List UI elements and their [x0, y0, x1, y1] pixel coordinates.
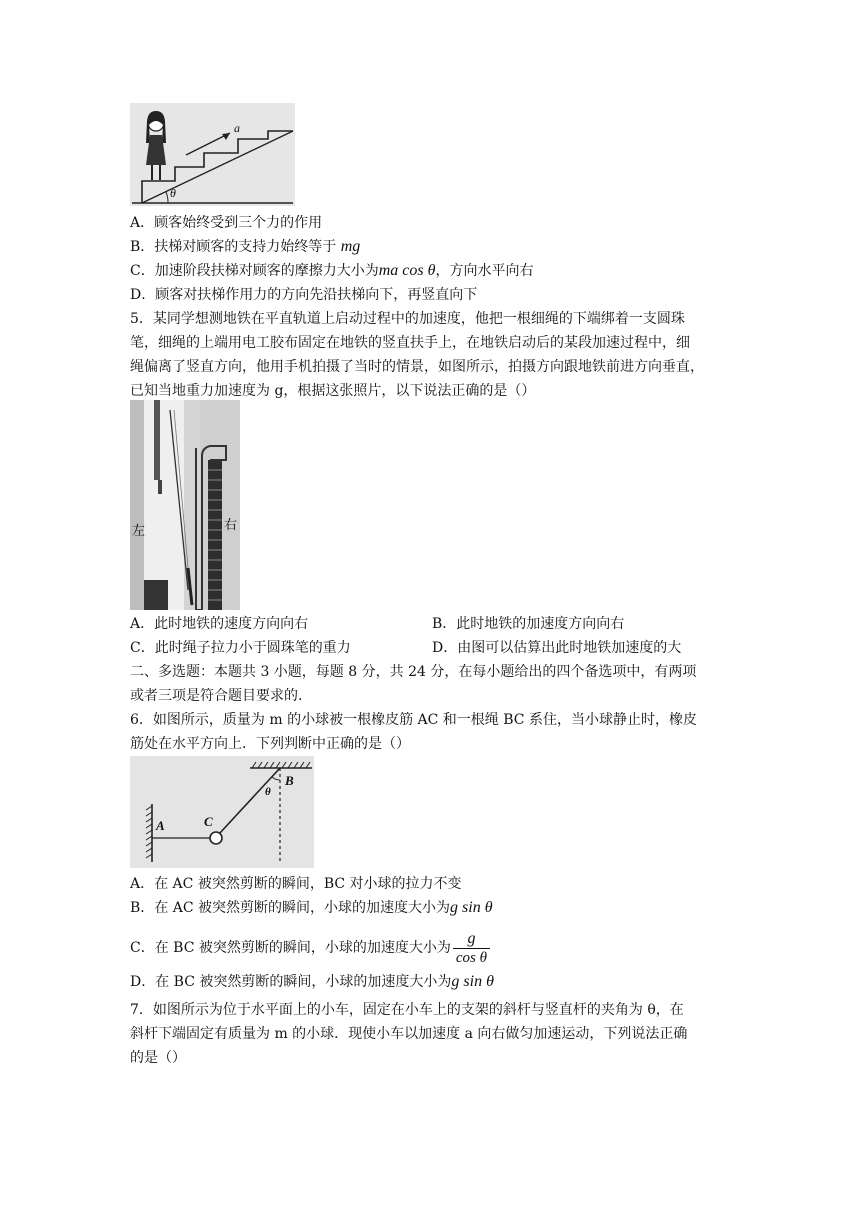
q5-stem-line-3: 绳偏离了竖直方向，他用手机拍摄了当时的情景，如图所示，拍摄方向跟地铁前进方向垂直，: [130, 359, 704, 375]
q4-option-c-text: C．加速阶段扶梯对顾客的摩擦力大小为: [130, 263, 379, 279]
escalator-drawing: [130, 103, 295, 206]
q7-stem-line-1: 7．如图所示为位于水平面上的小车，固定在小车上的支架的斜杆与竖直杆的夹角为 θ，在: [130, 1002, 684, 1018]
point-c-label: C: [204, 814, 213, 829]
q6-option-b-text: B．在 AC 被突然剪断的瞬间，小球的加速度大小为: [130, 900, 451, 916]
q6-option-d: [130, 972, 494, 992]
q4-option-c-formula: ma cos θ: [378, 262, 436, 279]
q4-option-b: [130, 237, 360, 257]
right-label: 右: [224, 518, 238, 533]
point-a-label: A: [156, 818, 165, 833]
ball-string-figure: [130, 756, 314, 868]
q5-stem-line-2: 笔，细绳的上端用电工胶布固定在地铁的竖直扶手上，在地铁启动后的某段加速过程中，细: [130, 335, 690, 351]
theta-label: θ: [265, 786, 271, 798]
subway-photo-drawing: [130, 400, 240, 610]
fraction-denominator: cos θ: [455, 949, 487, 966]
acceleration-label: a: [234, 121, 240, 135]
q5-stem-line-4: 已知当地重力加速度为 g，根据这张照片，以下说法正确的是（）: [130, 383, 536, 399]
q7-stem-line-2: 斜杆下端固定有质量为 m 的小球．现使小车以加速度 a 向右做匀加速运动，下列说法正确: [130, 1026, 688, 1042]
point-b-label: B: [285, 773, 294, 788]
section2-line-1: 二、多选题：本题共 3 小题，每题 8 分，共 24 分，在每小题给出的四个备选项中，有两项: [130, 664, 697, 680]
left-label: 左: [132, 524, 146, 539]
q6-stem-line-1: 6．如图所示，质量为 m 的小球被一根橡皮筋 AC 和一根绳 BC 系住，当小球静止时，橡皮: [130, 712, 697, 728]
q4-option-d-text: D．顾客对扶梯作用力的方向先沿扶梯向下，再竖直向下: [130, 287, 478, 303]
angle-label: θ: [170, 186, 176, 200]
q6-option-b: [130, 898, 493, 918]
q4-option-a: [130, 213, 322, 233]
q5-option-b: B．此时地铁的加速度方向向右: [432, 616, 625, 632]
q6-option-c: [130, 928, 490, 970]
q5-option-d: D．由图可以估算出此时地铁加速度的大: [432, 640, 682, 656]
q6-option-c-fraction: [453, 930, 490, 967]
q6-option-d-text: D．在 BC 被突然剪断的瞬间，小球的加速度大小为: [130, 974, 452, 990]
q5-option-c: C．此时绳子拉力小于圆珠笔的重力: [130, 640, 351, 656]
q4-option-b-formula: mg: [340, 238, 361, 255]
q6-option-b-formula: g sin θ: [450, 899, 493, 916]
section2-line-2: 或者三项是符合题目要求的.: [130, 688, 303, 704]
escalator-figure: [130, 103, 295, 206]
q5-stem-line-1: 5．某同学想测地铁在平直轨道上启动过程中的加速度，他把一根细绳的下端绑着一支圆珠: [130, 311, 685, 327]
q6-stem-line-2: 筋处在水平方向上．下列判断中正确的是（）: [130, 736, 410, 752]
q7-stem-line-3: 的是（）: [130, 1050, 186, 1066]
q4-option-a-text: A．顾客始终受到三个力的作用: [130, 215, 323, 231]
q6-option-a: A．在 AC 被突然剪断的瞬间，BC 对小球的拉力不变: [130, 876, 462, 892]
fraction-numerator: g: [453, 930, 490, 949]
q4-option-b-text: B．扶梯对顾客的支持力始终等于: [130, 239, 341, 255]
q5-option-a: A．此时地铁的速度方向向右: [130, 616, 309, 632]
q4-option-c: [130, 261, 533, 281]
q4-option-d: [130, 285, 477, 305]
q4-option-c-tail: ，方向水平向右: [435, 263, 534, 279]
subway-photo-figure: [130, 400, 240, 610]
q6-option-d-formula: g sin θ: [451, 973, 494, 990]
q6-option-c-text: C．在 BC 被突然剪断的瞬间，小球的加速度大小为: [130, 940, 451, 956]
